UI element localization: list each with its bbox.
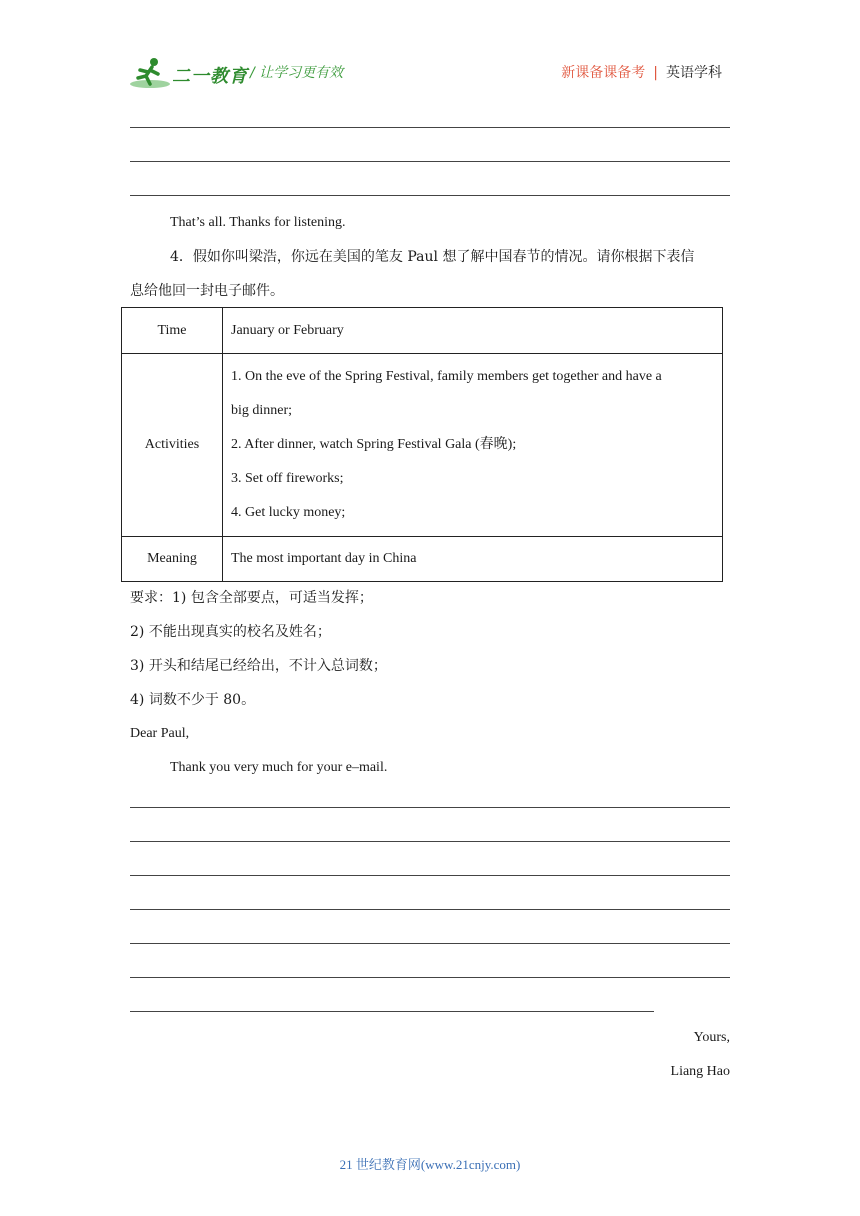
task4-prompt-line1: 4．假如你叫梁浩，你远在美国的笔友 Paul 想了解中国春节的情况。请你根据下表信	[170, 249, 695, 265]
letter-sign-off: Yours,	[693, 1030, 730, 1045]
meaning-value: The most important day in China	[223, 537, 723, 582]
writing-line	[130, 943, 730, 944]
header-separator: |	[653, 65, 658, 81]
answer-line	[130, 161, 730, 162]
activity-line: 1. On the eve of the Spring Festival, family members get together and have a	[231, 369, 662, 384]
requirement-2: 2) 不能出现真实的校名及姓名；	[130, 624, 331, 640]
writing-line	[130, 1011, 654, 1012]
writing-line	[130, 977, 730, 978]
logo-text: 二一教育	[172, 66, 248, 87]
answer-line	[130, 127, 730, 128]
activity-line: 3. Set off fireworks;	[231, 471, 344, 486]
task4-prompt-line2: 息给他回一封电子邮件。	[130, 283, 284, 299]
time-label: Time	[122, 308, 223, 354]
slogan: / 让学习更有效	[250, 65, 344, 81]
runner-logo-icon	[128, 56, 172, 90]
closing-line: That’s all. Thanks for listening.	[170, 215, 346, 230]
table-row-meaning	[122, 537, 723, 582]
answer-line	[130, 195, 730, 196]
writing-line	[130, 841, 730, 842]
letter-greeting: Dear Paul,	[130, 726, 190, 741]
activities-label: Activities	[122, 354, 223, 537]
activity-line: 2. After dinner, watch Spring Festival Gala (春晚);	[231, 437, 517, 452]
letter-opening: Thank you very much for your e–mail.	[170, 760, 388, 775]
table-row-time	[122, 308, 723, 354]
table-row-activities	[122, 354, 723, 537]
writing-line	[130, 807, 730, 808]
header-subject: 英语学科	[666, 65, 722, 81]
letter-signature: Liang Hao	[670, 1064, 730, 1079]
page-footer: 21 世纪教育网(www.21cnjy.com)	[339, 1157, 521, 1172]
activity-line: 4. Get lucky money;	[231, 505, 346, 520]
header-right	[561, 62, 722, 82]
writing-line	[130, 875, 730, 876]
requirement-3: 3) 开头和结尾已经给出，不计入总词数；	[130, 658, 387, 674]
header-category: 新课备课备考	[561, 65, 646, 81]
info-table	[121, 307, 723, 582]
time-value: January or February	[223, 308, 723, 354]
requirement-4: 4) 词数不少于 80。	[130, 692, 256, 708]
requirement-1: 要求：1) 包含全部要点，可适当发挥；	[130, 590, 373, 606]
meaning-label: Meaning	[122, 537, 223, 582]
writing-line	[130, 909, 730, 910]
activity-line: big dinner;	[231, 403, 293, 418]
activities-cell	[223, 354, 723, 537]
